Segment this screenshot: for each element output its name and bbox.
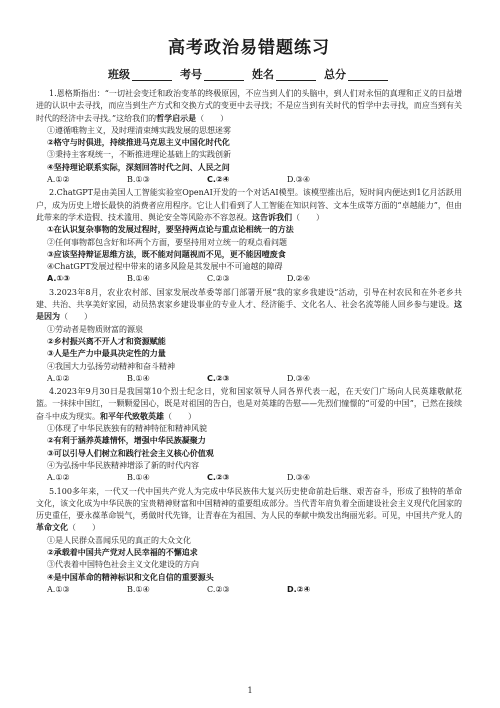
question-stem-emphasis: 和平年代致敬英雄 [100, 411, 164, 421]
question-2 [36, 187, 462, 285]
answer-choices [47, 584, 462, 596]
answer-choice[interactable]: C.②③ [207, 373, 230, 383]
question-stem-emphasis: 哲学启示是 [156, 113, 197, 123]
question-stem-text: 2.ChatGPT是由美国人工智能实验室OpenAI开发的一个对话AI模型。该模型推出后，短时间内便达到1亿月活跃用户，成为历史上增长最快的消费者应用程序。它让人们看到了人工智能在知识问答、文本生成等方面的“卓越能力”，但由此带来的学术造假、技术滥用、舆论安全等风险亦不容忽视。 [36, 188, 462, 222]
answer-choice[interactable]: D.③④ [287, 175, 311, 185]
statement-option: ③代表着中国特色社会主义文化建设的方向 [47, 560, 199, 570]
question-stem [36, 88, 462, 125]
score-label: 总分 [324, 68, 346, 81]
answer-choice[interactable]: C.②③ [207, 584, 230, 594]
answer-choices [47, 472, 462, 484]
statement-option: ②有利于涵养英雄情怀，增强中华民族凝聚力 [47, 436, 206, 446]
question-stem-emphasis: 革命文化 [36, 523, 68, 533]
question-stem-text: 1.恩格斯指出：“一切社会变迁和政治变革的终极原因，不应当到人们的头脑中，到人们对永恒的真理和正义的日益增进的认识中去寻找，而应当到生产方式和交换方式的变更中去寻找；不是应当到有关时代的哲学中去寻找，而应当到有关时代的经济中去寻找。”这给我们的 [36, 89, 462, 123]
question-stem [36, 386, 462, 423]
question-1 [36, 88, 462, 186]
exam-number-blank[interactable] [204, 80, 244, 81]
statement-option: ①体现了中华民族独有的精神特征和精神风貌 [47, 424, 207, 434]
answer-choice[interactable]: C.②③ [207, 274, 230, 284]
question-stem-text: 4.2023年9月30日是我国第10个烈士纪念日，党和国家领导人同各界代表一起，在天安门广场向人民英雄敬献花篮。一抹抹中国红，一颗颗爱国心，既是对祖国的告白，也是对英雄的告慰——先烈们憧憬的“可爱的中国”，已然在接续奋斗中成为现实。 [36, 387, 462, 421]
answer-choices [47, 174, 462, 186]
student-info-row [36, 66, 462, 84]
answer-bracket: （ ） [196, 113, 229, 123]
answer-bracket: （ ） [164, 411, 196, 421]
answer-choice[interactable]: A.①③ [47, 274, 70, 284]
answer-choice[interactable]: B.①④ [127, 584, 150, 594]
statement-option: ③可以引导人们树立和践行社会主义核心价值观 [47, 448, 214, 458]
statement-option: ②承载着中国共产党对人民幸福的不懈追求 [47, 547, 198, 557]
score-blank[interactable] [348, 80, 388, 81]
answer-choice[interactable]: D.③④ [287, 373, 311, 383]
question-4 [36, 386, 462, 484]
class-blank[interactable] [132, 80, 172, 81]
statement-option: ③人是生产力中最具决定性的力量 [47, 349, 166, 359]
statement-option: ④是中国革命的精神标识和文化自信的重要源头 [47, 572, 214, 582]
question-stem [36, 287, 462, 324]
statement-option: ②任何事物都包含好和坏两个方面，要坚持用对立统一的观点看问题 [47, 237, 287, 247]
question-stem [36, 486, 462, 535]
answer-choices [47, 373, 462, 385]
answer-choice[interactable]: B.①③ [127, 175, 150, 185]
class-field [108, 66, 174, 84]
statement-option: ①劳动者是物质财富的源泉 [47, 324, 143, 334]
statement-option: ①在认识复杂事物的发展过程时，要坚持两点论与重点论相统一的方法 [47, 225, 294, 235]
name-label: 姓名 [252, 68, 274, 81]
name-blank[interactable] [276, 80, 316, 81]
answer-choice[interactable]: C.②④ [207, 175, 230, 185]
name-field [252, 66, 318, 84]
class-label: 班级 [108, 68, 130, 81]
statement-option: ②格守与时俱进，持续推进马克思主义中国化时代化 [47, 138, 230, 148]
answer-choice[interactable]: D.③④ [287, 473, 311, 483]
question-5 [36, 486, 462, 597]
statement-option: ③应该坚持辩证思维方法，既不能对问题视而不见，更不能因噎废食 [47, 249, 286, 259]
statement-option: ③秉持主客观统一，不断推进理论基础上的实践创新 [47, 150, 231, 160]
question-stem-emphasis: 这告诉我们 [252, 212, 292, 222]
answer-choice[interactable]: A.①③ [47, 584, 70, 594]
statement-option: ④我国大力弘扬劳动精神和奋斗精神 [47, 361, 175, 371]
exam-number-field [180, 66, 246, 84]
answer-choice[interactable]: B.①④ [127, 473, 150, 483]
question-stem [36, 187, 462, 224]
answer-choice[interactable]: B.①④ [127, 274, 150, 284]
question-list [36, 88, 462, 596]
statement-option: ②乡村振兴离不开人才和资源赋能 [47, 336, 166, 346]
answer-bracket: （ ） [68, 523, 100, 533]
exam-number-label: 考号 [180, 68, 202, 81]
answer-choice[interactable]: A.①② [47, 473, 70, 483]
answer-choices [47, 273, 462, 285]
statement-option: ④ChatGPT发展过程中带来的诸多风险是其发展中不可逾越的障碍 [47, 262, 283, 272]
answer-bracket: （ ） [292, 212, 324, 222]
answer-choice[interactable]: C.②③ [207, 473, 230, 483]
score-field [324, 66, 390, 84]
answer-choice[interactable]: B.①④ [127, 373, 150, 383]
question-stem-text: 3.2023年8月，农业农村部、国家发展改革委等部门部署开展“我的家乡我建设”活动，引导在村农民和在外老乡共建、共治、共享美好家园，动员热衷家乡建设事业的专业人才、经济能手、文化名人、社会名流等能人回乡参与建设。 [36, 287, 462, 310]
question-3 [36, 287, 462, 385]
statement-option: ④坚持理论联系实际，深刻回答时代之问、人民之问 [47, 162, 230, 172]
answer-choice[interactable]: D.②④ [287, 274, 311, 284]
statement-option: ①遵循唯物主义，及时理清束缚实践发展的思想迷雾 [47, 125, 231, 135]
statement-option: ①是人民群众喜闻乐见的真正的大众文化 [47, 535, 191, 545]
answer-choice[interactable]: D.②④ [287, 584, 311, 594]
answer-choice[interactable]: A.①② [47, 373, 70, 383]
page-title: 高考政治易错题练习 [168, 38, 330, 58]
question-stem-text: 5.100多年来，一代又一代中国共产党人为完成中华民族伟大复兴历史使命前赴后继、艰苦奋斗，形成了独特的革命文化，该文化成为中华民族的宝贵精神财富和中国精神的重要组成部分。当代青年肩负着全面建设社会主义现代化国家的历史重任，要永葆革命锐气，勇做时代先锋，让青春在为祖国、为人民的奉献中焕发出绚丽光彩。可见，中国共产党人的 [36, 486, 462, 521]
page-number: 1 [247, 686, 253, 695]
statement-option: ④为弘扬中华民族精神增添了新的时代内容 [47, 460, 199, 470]
answer-choice[interactable]: A.①② [47, 175, 70, 185]
answer-bracket: （ ） [60, 312, 92, 322]
question-stem-emphasis: 这是因为 [36, 300, 462, 322]
